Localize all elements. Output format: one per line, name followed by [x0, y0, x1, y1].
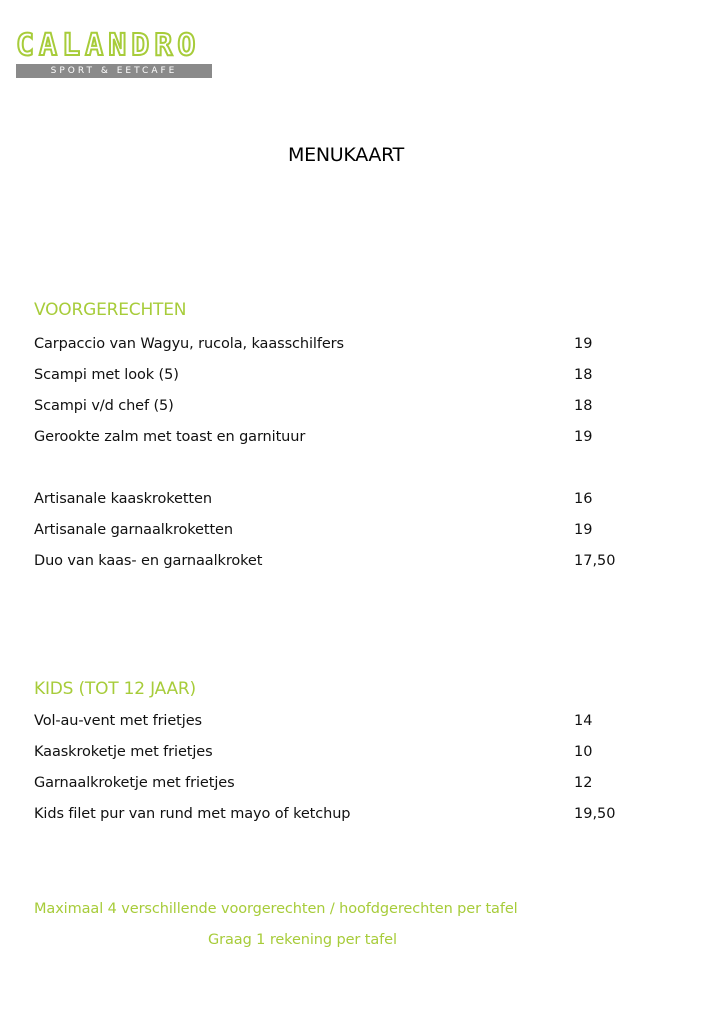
footer-note-max-dishes: Maximaal 4 verschillende voorgerechten / hoofdgerechten per tafel: [34, 901, 518, 917]
item-price: 10: [574, 744, 593, 760]
item-name: Duo van kaas- en garnaalkroket: [34, 553, 263, 569]
item-name: Scampi v/d chef (5): [34, 398, 174, 414]
menu-item: [34, 522, 634, 544]
item-name: Artisanale kaaskroketten: [34, 491, 212, 507]
item-name: Kids filet pur van rund met mayo of ketchup: [34, 806, 351, 822]
item-price: 14: [574, 713, 593, 729]
menu-item: [34, 491, 634, 513]
item-name: Carpaccio van Wagyu, rucola, kaasschilfers: [34, 336, 344, 352]
item-price: 18: [574, 367, 593, 383]
page-title: MENUKAART: [288, 144, 404, 166]
menu-item: [34, 806, 634, 828]
menu-item: [34, 429, 634, 451]
item-price: 19,50: [574, 806, 616, 822]
item-name: Gerookte zalm met toast en garnituur: [34, 429, 306, 445]
item-price: 19: [574, 336, 593, 352]
menu-item: [34, 336, 634, 358]
item-name: Scampi met look (5): [34, 367, 179, 383]
item-price: 19: [574, 522, 593, 538]
item-price: 17,50: [574, 553, 616, 569]
item-name: Kaaskroketje met frietjes: [34, 744, 213, 760]
menu-item: [34, 367, 634, 389]
item-name: Garnaalkroketje met frietjes: [34, 775, 235, 791]
section-title-kids: KIDS (TOT 12 JAAR): [34, 679, 196, 699]
logo-tagline: SPORT & EETCAFE: [16, 64, 212, 78]
item-price: 18: [574, 398, 593, 414]
menu-item: [34, 553, 634, 575]
item-price: 19: [574, 429, 593, 445]
menu-item: [34, 775, 634, 797]
item-price: 16: [574, 491, 593, 507]
logo-wordmark: CALANDRO: [16, 28, 201, 63]
item-name: Vol-au-vent met frietjes: [34, 713, 202, 729]
footer-note-one-bill: Graag 1 rekening per tafel: [208, 932, 397, 948]
menu-item: [34, 744, 634, 766]
item-name: Artisanale garnaalkroketten: [34, 522, 233, 538]
menu-item: [34, 713, 634, 735]
menu-item: [34, 398, 634, 420]
section-title-voorgerechten: VOORGERECHTEN: [34, 300, 187, 320]
calandro-logo: [16, 30, 214, 78]
item-price: 12: [574, 775, 593, 791]
